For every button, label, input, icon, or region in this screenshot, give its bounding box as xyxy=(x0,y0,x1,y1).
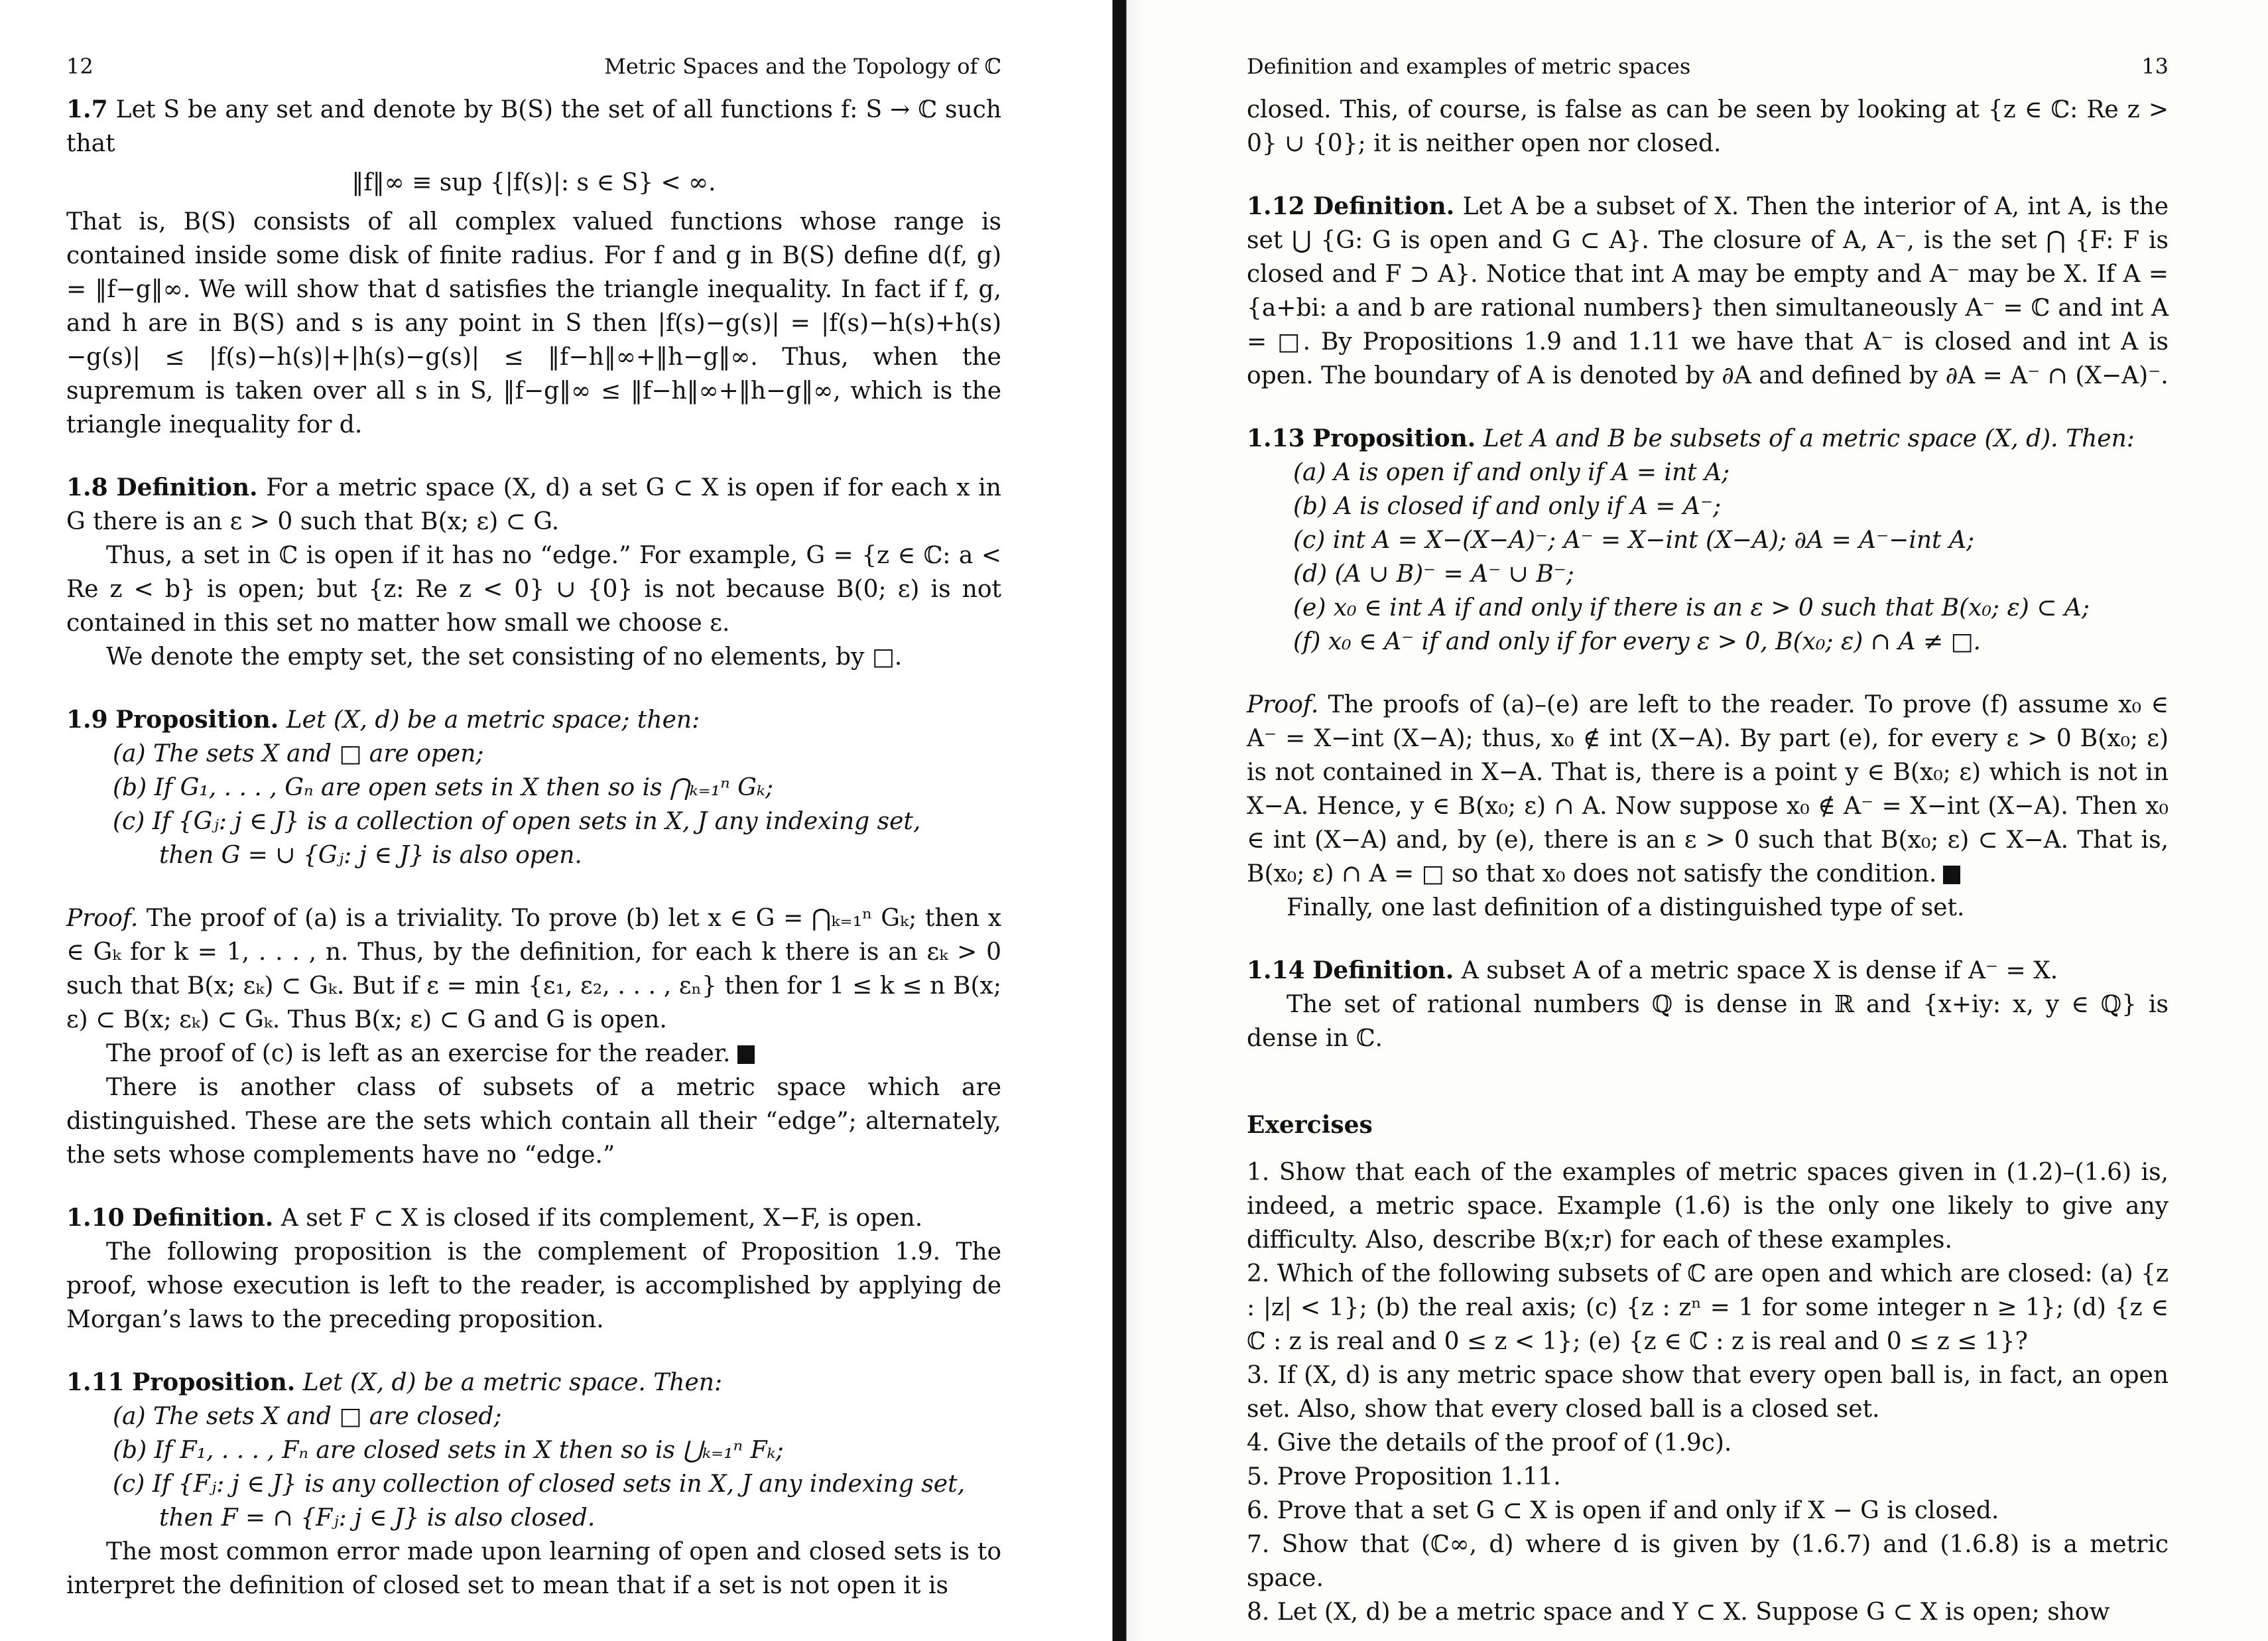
left-running-title: Metric Spaces and the Topology of ℂ xyxy=(604,54,1001,79)
section-1-9-item-c: (c) If {Gⱼ: j ∈ J} is a collection of open sets in X, J any indexing set, xyxy=(113,808,921,835)
section-1-7-number: 1.7 xyxy=(66,96,108,123)
section-1-11-paragraph-2: The most common error made upon learning of open and closed sets is to interpret the definition of closed set to mean that if a set is not open it is xyxy=(66,1538,1001,1599)
section-1-14 xyxy=(1247,954,2169,988)
proof-1-9 xyxy=(66,901,1001,1037)
section-1-9-lead: Let (X, d) be a metric space; then: xyxy=(286,706,700,734)
section-1-13-item-c: (c) int A = X−(X−A)⁻; A⁻ = X−int (X−A); ∂A = A⁻−int A; xyxy=(1293,527,1975,554)
section-1-9-item-b: (b) If G₁, . . . , Gₙ are open sets in X then so is ⋂ₖ₌₁ⁿ Gₖ; xyxy=(113,774,774,801)
right-page-number: 13 xyxy=(2141,54,2169,79)
section-1-8-title: Definition. xyxy=(116,474,258,501)
section-1-13-item-b: (b) A is closed if and only if A = A⁻; xyxy=(1293,493,1722,520)
proof-1-9-paragraph-3: There is another class of subsets of a metric space which are distinguished. These are the sets which contain all their “edge”; alternately, the sets whose complements have no “edge.” xyxy=(66,1074,1001,1169)
section-1-14-title: Definition. xyxy=(1312,956,1454,984)
left-running-head xyxy=(66,50,1001,84)
section-1-7-intro: Let S be any set and denote by B(S) the set of all functions f: S → ℂ such that xyxy=(66,96,1002,157)
section-1-7 xyxy=(66,93,1001,161)
exercise-2: 2. Which of the following subsets of ℂ are open and which are closed: (a) {z : |z| < 1}; (b) the real axis; (c) {z : zⁿ = 1 for some integer n ≥ 1}; (d) {z ∈ ℂ : z is real and 0 ≤ z < 1}; (e) {z ∈ ℂ : z is real and 0 ≤ z ≤ 1}? xyxy=(1247,1260,2169,1355)
exercises-heading: Exercises xyxy=(1247,1111,1373,1139)
exercise-4: 4. Give the details of the proof of (1.9c). xyxy=(1247,1429,1732,1457)
section-1-13-item-e: (e) x₀ ∈ int A if and only if there is an ε > 0 such that B(x₀; ε) ⊂ A; xyxy=(1293,594,2090,622)
section-1-7-body: That is, B(S) consists of all complex valued functions whose range is contained inside some disk of finite radius. For f and g in B(S) define d(f, g) = ‖f−g‖∞. We will show that d satisfies the triangle inequality. In fact if f, g, and h are in B(S) and s is any point in S then |f(s)−g(s)| = |f(s)−h(s)+h(s)−g(s)| ≤ |f(s)−h(s)|+|h(s)−g(s)| ≤ ‖f−h‖∞+‖h−g‖∞. Thus, when the supremum is taken over all s in S, ‖f−g‖∞ ≤ ‖f−h‖∞+‖h−g‖∞, which is the triangle inequality for d. xyxy=(66,208,1001,438)
section-1-10 xyxy=(66,1201,1001,1235)
left-page-number: 12 xyxy=(66,54,94,79)
section-1-12 xyxy=(1247,190,2169,393)
proof-1-9-label: Proof. xyxy=(66,905,139,932)
section-1-11-item-b: (b) If F₁, . . . , Fₙ are closed sets in X then so is ⋃ₖ₌₁ⁿ Fₖ; xyxy=(113,1437,784,1464)
exercise-3: 3. If (X, d) is any metric space show that every open ball is, in fact, an open set. Also, show that every closed ball is a closed set. xyxy=(1247,1362,2169,1423)
section-1-10-number: 1.10 xyxy=(66,1204,125,1232)
section-1-8-paragraph-2: Thus, a set in ℂ is open if it has no “edge.” For example, G = {z ∈ ℂ: a < Re z < b} is open; but {z: Re z < 0} ∪ {0} is not because B(0; ε) is not contained in this set no matter how small we choose ε. xyxy=(66,542,1001,637)
proof-1-13-text: The proofs of (a)–(e) are left to the reader. To prove (f) assume x₀ ∈ A⁻ = X−int (X−A); thus, x₀ ∉ int (X−A). By part (e), for every ε > 0 B(x₀; ε) is not contained in X−A. That is, there is a point y ∈ B(x₀; ε) which is not in X−A. Hence, y ∈ B(x₀; ε) ∩ A. Now suppose x₀ ∉ A⁻ = X−int (X−A). Then x₀ ∈ int (X−A) and, by (e), there is an ε > 0 such that B(x₀; ε) ⊂ X−A. That is, B(x₀; ε) ∩ A = □ so that x₀ does not satisfy the condition. xyxy=(1247,691,2169,887)
proof-1-9-text: The proof of (a) is a triviality. To prove (b) let x ∈ G = ⋂ₖ₌₁ⁿ Gₖ; then x ∈ Gₖ for k = 1, . . . , n. Thus, by the definition, for each k there is an εₖ > 0 such that B(x; εₖ) ⊂ Gₖ. But if ε = min {ε₁, ε₂, . . . , εₙ} then for 1 ≤ k ≤ n B(x; ε) ⊂ B(x; εₖ) ⊂ Gₖ. Thus B(x; ε) ⊂ G and G is open. xyxy=(66,905,1001,1033)
section-1-13-item-f: (f) x₀ ∈ A⁻ if and only if for every ε > 0, B(x₀; ε) ∩ A ≠ □. xyxy=(1293,628,1981,655)
section-1-13-number: 1.13 xyxy=(1247,425,1305,452)
section-1-11-item-a: (a) The sets X and □ are closed; xyxy=(113,1403,502,1430)
qed-mark-icon xyxy=(737,1045,755,1064)
section-1-13-item-a: (a) A is open if and only if A = int A; xyxy=(1293,459,1730,486)
proof-1-13-paragraph-2: Finally, one last definition of a distinguished type of set. xyxy=(1287,894,1965,921)
left-page xyxy=(0,0,1088,1641)
section-1-13-item-d: (d) (A ∪ B)⁻ = A⁻ ∪ B⁻; xyxy=(1293,560,1574,588)
section-1-7-display-formula: ‖f‖∞ ≡ sup {|f(s)|: s ∈ S} < ∞. xyxy=(351,169,716,196)
section-1-8 xyxy=(66,471,1001,539)
exercise-7: 7. Show that (ℂ∞, d) where d is given by (1.6.7) and (1.6.8) is a metric space. xyxy=(1247,1531,2169,1592)
section-1-10-paragraph-2: The following proposition is the complement of Proposition 1.9. The proof, whose execution is left to the reader, is accomplished by applying de Morgan’s laws to the preceding proposition. xyxy=(66,1238,1001,1333)
section-1-10-title: Definition. xyxy=(132,1204,274,1232)
section-1-13-title: Proposition. xyxy=(1312,425,1476,452)
section-1-10-text: A set F ⊂ X is closed if its complement, X−F, is open. xyxy=(281,1205,923,1232)
section-1-12-title: Definition. xyxy=(1313,192,1455,220)
right-page xyxy=(1147,0,2268,1641)
exercise-8: 8. Let (X, d) be a metric space and Y ⊂ X. Suppose G ⊂ X is open; show xyxy=(1247,1599,2110,1626)
section-1-11-item-c: (c) If {Fⱼ: j ∈ J} is any collection of closed sets in X, J any indexing set, xyxy=(113,1471,966,1498)
section-1-13-lead: Let A and B be subsets of a metric space (X, d). Then: xyxy=(1483,425,2135,452)
proof-1-9-p2-text: The proof of (c) is left as an exercise for the reader. xyxy=(106,1040,731,1067)
section-1-12-number: 1.12 xyxy=(1247,192,1305,220)
section-1-11-lead: Let (X, d) be a metric space. Then: xyxy=(302,1369,723,1396)
section-1-11-number: 1.11 xyxy=(66,1368,125,1396)
exercise-5: 5. Prove Proposition 1.11. xyxy=(1247,1463,1561,1490)
section-1-8-paragraph-3: We denote the empty set, the set consisting of no elements, by □. xyxy=(106,643,903,671)
section-1-11-item-c-continued: then F = ∩ {Fⱼ: j ∈ J} is also closed. xyxy=(159,1504,596,1532)
right-continuation: closed. This, of course, is false as can be seen by looking at {z ∈ ℂ: Re z > 0} ∪ {0}; it is neither open nor closed. xyxy=(1247,96,2169,157)
section-1-14-text: A subset A of a metric space X is dense if A⁻ = X. xyxy=(1461,957,2058,984)
section-1-9-item-a: (a) The sets X and □ are open; xyxy=(113,740,484,767)
section-1-11-title: Proposition. xyxy=(132,1368,296,1396)
section-1-9 xyxy=(66,703,1001,737)
section-1-9-number: 1.9 xyxy=(66,706,108,734)
section-1-14-number: 1.14 xyxy=(1247,956,1305,984)
right-running-title: Definition and examples of metric spaces xyxy=(1247,54,1691,79)
proof-1-9-paragraph-2 xyxy=(66,1037,1001,1071)
proof-1-13 xyxy=(1247,688,2169,891)
section-1-9-item-c-continued: then G = ∪ {Gⱼ: j ∈ J} is also open. xyxy=(159,842,582,869)
proof-1-13-label: Proof. xyxy=(1247,691,1319,718)
section-1-12-text: Let A be a subset of X. Then the interior of A, int A, is the set ⋃ {G: G is open and G ⊂ A}. The closure of A, A⁻, is the set ⋂ {F: F is closed and F ⊃ A}. Notice that int A may be empty and A⁻ may be X. If A = {a+bi: a and b are rational numbers} then simultaneously A⁻ = ℂ and int A = □. By Propositions 1.9 and 1.11 we have that A⁻ is closed and int A is open. The boundary of A is denoted by ∂A and defined by ∂A = A⁻ ∩ (X−A)⁻. xyxy=(1247,193,2169,389)
section-1-11 xyxy=(66,1366,1001,1400)
right-running-head xyxy=(1247,50,2169,84)
section-1-8-number: 1.8 xyxy=(66,474,108,501)
book-gutter xyxy=(1101,0,1147,1641)
exercise-1: 1. Show that each of the examples of metric spaces given in (1.2)–(1.6) is, indeed, a metric space. Example (1.6) is the only one likely to give any difficulty. Also, describe B(x;r) for each of these examples. xyxy=(1247,1159,2169,1254)
section-1-9-title: Proposition. xyxy=(115,706,279,734)
exercise-6: 6. Prove that a set G ⊂ X is open if and only if X − G is closed. xyxy=(1247,1497,1999,1524)
section-1-14-paragraph-2: The set of rational numbers ℚ is dense in ℝ and {x+iy: x, y ∈ ℚ} is dense in ℂ. xyxy=(1247,991,2169,1052)
section-1-13 xyxy=(1247,422,2169,456)
qed-mark-icon xyxy=(1943,866,1960,884)
section-1-8-text: For a metric space (X, d) a set G ⊂ X is open if for each x in G there is an ε > 0 such that B(x; ε) ⊂ G. xyxy=(66,474,1001,535)
